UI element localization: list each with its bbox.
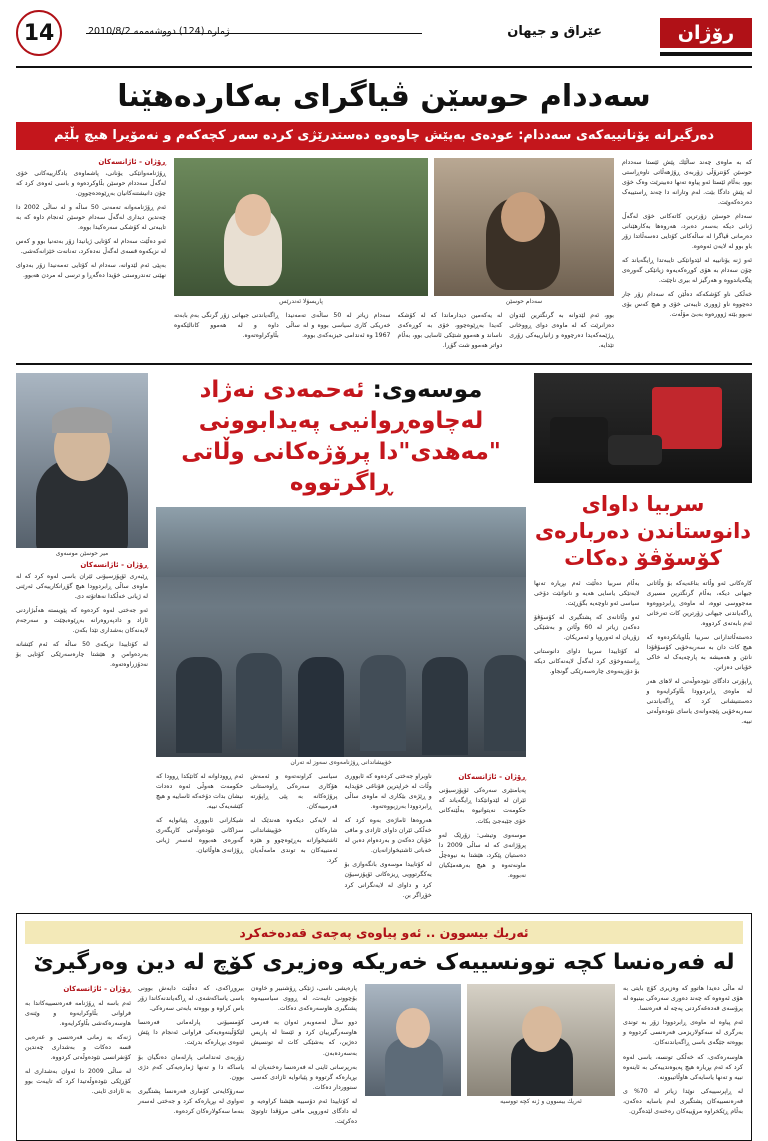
mousavi-headline [156,375,526,499]
story-c-right-column [623,984,743,1131]
story-c-col-3: بیروڕاکه‌ی، که‌ ده‌ڵێت دابه‌ش بوونی باسی یاساکه‌شه‌ی، له‌ ڕاگه‌یاندنه‌کاندا زۆر باس کراوه‌ و بووه‌ته‌ بابه‌تی سه‌ره‌کی. کۆمسیۆنی پارله‌مانی فه‌ره‌نسا لێکۆڵینه‌وه‌یه‌کی فراوانی ئه‌نجام دا پێش ئه‌وه‌ی بڕیاره‌که‌ بدرێت. زۆربه‌ی ئه‌ندامانی پارله‌مان ده‌نگیان بۆ یاساکه‌ دا و ته‌نها ژماره‌یه‌کی که‌م دژی بوون. سه‌رۆکایه‌تی کۆماری فه‌ره‌نسا پشتگیری ته‌واوی له‌ بڕیاره‌که‌ کرد و جه‌ختی له‌سه‌ر بنه‌ما سه‌کولاره‌کان کرده‌وه‌. [138,985,244,1115]
serbia-col-2: به‌ڵام سربیا ده‌ڵێت ئه‌م بڕیاره‌ ته‌نها لایه‌نێکی یاسایی هه‌یه‌ و ناتوانێت دۆخی سیاسی ئه‌و ناوچه‌یه‌ بگۆڕێت. ئه‌و وڵاتانه‌ی که‌ پشتگیری له‌ کۆسۆڤۆ ده‌که‌ن زیاتر له‌ 60 وڵاتن و به‌شێکی زۆریان له‌ ئه‌وروپا و ئه‌مریکان. له‌ کۆتاییدا سربیا داوای دانوستانی ڕاسته‌وخۆی کرد له‌گه‌ڵ لایه‌نه‌کانی دیکه‌ بۆ دۆزینه‌وه‌ی چاره‌سه‌رێکی گونجاو. [534,579,640,676]
serbia-columns [534,579,752,732]
story-b [16,373,752,905]
story-c-headline: له‌ فه‌ره‌نسا کچه‌ توونسییه‌ک خه‌ریکه‌ وه‌زیری کۆچ له‌ دین وه‌رگیرێ [33,949,735,975]
logo-underline [660,52,752,56]
story-c-col-4: ڕۆژان - ئاژانسه‌کان ئه‌م باسه‌ له‌ ڕۆژنامه‌ فه‌ره‌نسییه‌کاندا به‌ فراوانی بڵاوکرایه‌وه‌ و وێنه‌ی هاوسه‌ره‌که‌شی بڵاوکرایه‌وه‌. ژنه‌که‌ به‌ زمانی فه‌ره‌نسی و عه‌ره‌بی قسه‌ ده‌کات و به‌شداری چه‌ندین کۆنفرانسی نێوده‌وڵه‌تی کردووه‌. له‌ ساڵی 2009 دا ئه‌وان به‌شداری له‌ کۆڕێکی نێوده‌وڵه‌تیدا کرد که‌ تایبه‌ت بوو به‌ ئازادی ئاینی. [25,985,131,1095]
story-a-photo-block [174,158,614,355]
photo-tehran-rally [156,507,526,757]
caption-rally: خۆپیشاندانی ڕۆژنامه‌وه‌ی سه‌وز له‌ ته‌ران [290,759,392,767]
page-number: 14 [16,10,62,56]
story-c-col-1: له‌ ماڵی ده‌یدا هاتوو که‌ وه‌زیری کۆچ بایتی به‌ هۆی ئه‌وه‌وه‌ که‌ چه‌ند ده‌وری سه‌ره‌کی بینیوه‌ له‌ پرۆسه‌ی قه‌ده‌غه‌کردنی په‌چه‌ له‌ فه‌ره‌نسا. ئه‌م پیاوه‌ له‌ ماوه‌ی ڕابردوودا زۆر به‌ توندی به‌رگری له‌ سه‌کولاریزمی فه‌ره‌نسی کردووه‌ و بووه‌ته‌ جێگه‌ی باسی ڕاگه‌یاندنه‌کان. هاوسه‌ره‌که‌ی، که‌ خه‌ڵکی تونسه‌، باسی له‌وه‌ کرد که‌ ئه‌م بڕیاره‌ هیچ په‌یوه‌ندییه‌کی به‌ ئاینه‌وه‌ نییه‌ و ته‌نها یاسایه‌کی هاوڵاتیبوونه‌. له‌ ڕاپرسییه‌کی نوێدا زیاتر له‌ 70% ی فه‌ره‌نسییه‌کان پشتگیری له‌م یاسایه‌ ده‌که‌ن، به‌ڵام ڕێکخراوه‌ مرۆییه‌کان ره‌خنه‌ی لێده‌گرن. [623,985,743,1115]
mousavi-col-2: ناوبراو جه‌ختی کرده‌وه‌ که‌ ئابووری وڵات له‌ خراپترین قۆناغی خۆیدایه‌ و ڕێژه‌ی بێکاری له‌ ماوه‌ی ساڵی ڕابردوودا به‌رزبووه‌ته‌وه‌. هه‌روه‌ها ئاماژه‌ی به‌وه‌ کرد که‌ خه‌ڵکی ئێران داوای ئازادی و مافی خۆیان ده‌که‌ن و به‌رده‌وام ده‌بن له‌ خه‌باتی ئاشتیخوازانه‌یان. له‌ کۆتاییدا موسه‌وی بانگه‌وازی بۆ یه‌کگرتوویی ڕیزه‌کانی ئۆپۆزسیۆن کرد و داوای له‌ لایه‌نگرانی کرد خۆڕاگر بن. [344,773,432,899]
photo-saddam [434,158,614,296]
story-a-side-text: ڕۆژنامه‌وانێکی یۆنانی، پاشماوه‌ی یادگارییه‌کانی خۆی له‌گه‌ڵ سه‌ددام حوسێن بڵاوکرده‌وه‌ و باسی ئه‌وه‌ی کرد که‌ چۆن دانیشتنه‌کانیان به‌ڕێوه‌ده‌چوون. ئه‌م ڕۆژنامه‌وانه‌ ته‌مه‌نی 50 ساڵه‌ و له‌ ساڵی 2002 دا چه‌ندین دیداری له‌گه‌ڵ سه‌دام حوسێن ئه‌نجام داوه‌ که‌ به‌ تایبه‌تی له‌ کۆشکی سه‌ره‌کیدا بووه‌. ئه‌و ده‌ڵێت سه‌دام له‌ کۆتایی ژیانیدا زۆر به‌ته‌نیا بوو و که‌س له‌ نزیکه‌وه‌ قسه‌ی له‌گه‌ڵ نه‌ده‌کرد، ته‌نانه‌ت خێزانه‌که‌شی. به‌پێی ئه‌م لێدوانه‌، سه‌دام له‌ کۆتایی ته‌مه‌نیدا زۆر به‌دوای نهێنی ته‌ندروستی خۆیدا ده‌گه‌ڕا و ترسی له‌ مردن هه‌بوو. [16,169,166,280]
photo-tunisian-woman [365,984,461,1096]
caption-mousavi-portrait: میر حوسێن موسه‌وی [55,549,109,557]
story-c-col-2: پاره‌یشی ناسی، ژنێکی ڕۆشنبیر و خاوه‌ن بۆچوونی تایبه‌ت، له‌ ڕووی سیاسییه‌وه‌ پشتگیری هاوسه‌ره‌که‌ی ده‌کات. دوو ساڵ له‌مه‌وبه‌ر ئه‌وان به‌ فه‌رمی هاوسه‌رگیرییان کرد و ئێستا له‌ پاریس ده‌ژین، که‌ به‌شێکی کات له‌ تونسیش به‌سه‌رده‌به‌ن. به‌رپرسانی ئاینی له‌ فه‌ره‌نسا ره‌خنه‌یان له‌ بڕیاره‌که‌ گرتووه‌ و پێیانوایه‌ ئازادی که‌سی سنووردار ده‌کات. له‌ کۆتاییدا ئه‌م دۆسییه‌ هێشتا کراوه‌یه‌ و له‌ دادگای ئه‌وروپی مافی مرۆڤدا تاوتوێ ده‌کرێت. [251,985,357,1125]
photo-mousavi-portrait [16,373,148,548]
story-a-col-4: ڕاگه‌یاندنی جیهانی زۆر گرنگی به‌م بابه‌ته‌ داوه‌ و له‌ هه‌موو کانالێکه‌وه‌ بڵاوکراوه‌ته‌وه‌. [174,311,279,339]
lead-headline: سه‌ددام حوسێن ڤیاگرای به‌کارده‌هێنا [117,79,651,114]
story-a-col-1: بوو، ئه‌م لێدوانه‌ به‌ گرنگترین لێدوان ده‌زانرێت که‌ له‌ ماوه‌ی دوای ڕووخانی ڕژێمه‌که‌یدا ده‌رچووه‌ و زانیارییه‌کی زۆری تێدایه‌. [509,311,614,349]
serbia-col-1: کاره‌کانی ئه‌و وڵاته‌ بناغه‌یه‌که‌ بۆ وڵاتانی جیهانی دیکه‌، به‌ڵام گرنگترین مسیری مه‌جووسی تووه‌، له‌ ماوه‌ی ڕابردووه‌وه‌ ڕاگه‌یاندنی جیهانی زۆرترین کات ته‌رخانی ئه‌م بابه‌ته‌ی کردووه‌. ده‌سته‌ڵاتدارانی سربیا بڵاویانکرده‌وه‌ که‌ هیچ کات دان به‌ سه‌ربه‌خۆیی کۆسۆڤۆدا نانێن و هه‌میشه‌ به‌ پارچه‌یه‌ک له‌ خاکی خۆیانی ده‌زانن. ڕاپۆرتی دادگای نێوده‌وڵه‌تی له‌ لاهای هه‌ر له‌ ماوه‌ی ڕابردوودا بڵاوکرایه‌وه‌ و ده‌ستنیشانی کرد که‌ ڕاگه‌یاندنی سه‌ربه‌خۆیی پێچه‌وانه‌ی یاسای نێوده‌وڵه‌تی نییه‌. [646,579,752,726]
story-c-byline: ڕۆژان - ئاژانسه‌کان [63,985,131,994]
story-a-side-column [16,158,166,355]
mousavi-columns [156,772,526,905]
mousavi-byline: ڕۆژان - ئاژانسه‌کان [458,773,526,782]
photo-serbia-protest [534,373,752,483]
divider-a-b [16,363,752,365]
photo-greek-journalist [174,158,428,296]
story-a-col-2: له‌ یه‌که‌مین دیدارماندا که‌ له‌ کۆشکه‌ که‌یدا به‌ڕێوه‌چوو، خۆی به‌ کوڕه‌که‌ی ناساند و هه‌موو شتێکی ئاسایی بوو، به‌ڵام دواتر هه‌موو شت گۆڕا. [397,311,503,349]
serbia-headline: سربیا داوای دانوستاندن ده‌رباره‌ی کۆسۆڤۆ ده‌کات [534,491,752,571]
mousavi-col-1: ڕۆژان - ئاژانسه‌کان په‌یامنێری سه‌ره‌کی ئۆپۆزسیۆنی ئێران له‌ لێدوانێکدا ڕایگه‌یاند که‌ حکومه‌ت نه‌یتوانیوه‌ به‌ڵێنه‌کانی خۆی جێبه‌جێ بکات. موسه‌وی وتیشی: زۆرێک له‌و پرۆژانه‌ی که‌ له‌ ساڵی 2009 دا ده‌ستیان پێکرد، هێشتا به‌ نیوه‌چڵ ماونه‌ته‌وه‌ و هیچ به‌رهه‌مێکیان نه‌بووه‌. [438,773,526,879]
story-mousavi [156,373,526,905]
section-name: عێراق و جیهان [507,24,602,39]
mousavi-col-3: سیاسی کراونه‌ته‌وه‌ و ئه‌مه‌ش هۆکاری سه‌ره‌کی ڕاوه‌ستانی پرۆژه‌کانه‌ به‌ پێی ڕاپۆرته‌ فه‌رمییه‌کان. له‌ لایه‌کی دیکه‌وه‌ هه‌ندێک له‌ شاره‌کان خۆپیشاندانی ئاشتیخوازانه‌ به‌ڕێوه‌چوو و هێزه‌ ئه‌منییه‌کان به‌ توندی مامه‌ڵه‌یان کرد. [250,773,338,865]
portrait-text: ڕێبه‌ری ئۆپۆزسیۆنی ئێران باسی له‌وه‌ کرد که‌ له‌ ماوه‌ی ساڵی ڕابردوودا هیچ گۆڕانکارییه‌کی ئه‌رێنی له‌ ژیانی خه‌ڵکدا نه‌هاتۆته‌ دی. ئه‌و جه‌ختی له‌وه‌ کرده‌وه‌ که‌ پێویسته‌ هه‌ڵبژاردنی ئازاد و دادپه‌روه‌رانه‌ به‌ڕێوه‌بچێت و سه‌رجه‌م لایه‌نه‌کان به‌شداری تێدا بکه‌ن. له‌ کۆتاییدا نزیکه‌ی 50 ساڵه‌ که‌ ئه‌م کێشانه‌ به‌رده‌وامن و هێشتا چاره‌سه‌رێکی کۆتایی بۆ نه‌دۆزراوه‌ته‌وه‌. [16,572,148,669]
story-a-col-3: سه‌دام زیاتر له‌ 50 ساڵه‌ی ته‌مه‌نیدا خه‌ریکی کاری سیاسی بووه‌ و له‌ ساڵی 1967 وه‌ ئه‌ندامی حیزبه‌که‌ی بووه‌. [285,311,391,339]
mousavi-headline-rest: ئه‌حمه‌دی نه‌ژاد له‌چاوه‌ڕوانیی په‌یدابوونی "مه‌هدی"دا پرۆژه‌کانی وڵاتی ڕاگرتووه‌ [181,376,501,497]
issue-info: ژماره‌ (124) دووشه‌ممه‌ 2010/8/2 [88,26,230,37]
story-b-portrait-column [16,373,148,905]
story-a-byline: ڕۆژان - ئاژانسه‌کان [98,157,166,166]
mousavi-name: موسه‌وی: [372,376,483,403]
mousavi-col-4: ئه‌م ڕووداوانه‌ له‌ کاتێکدا ڕوودا که‌ حکومه‌ت هه‌وڵی ئه‌وه‌ ده‌دات نیشان بدات دۆخه‌که‌ ئاساییه‌ و هیچ کێشه‌یه‌ک نییه‌. شیکارانی ئابووری پێیانوایه‌ که‌ سزاکانی نێوده‌وڵه‌تی کاریگه‌ری گه‌وره‌ی هه‌بووه‌ له‌سه‌ر ژیانی ڕۆژانه‌ی هاوڵاتیان. [156,773,244,855]
masthead [16,14,752,68]
story-c-kicker: ئه‌ریك بیسوون .. ئه‌و پیاوه‌ی په‌چه‌ی قه‌ده‌خه‌کرد [25,921,743,944]
caption-photo-saddam: سه‌دام حوسێن [505,297,543,305]
story-a-right-column [622,158,752,355]
story-a-bottom-columns [174,311,614,355]
story-c-main-columns [25,984,357,1131]
story-a-right-text: که‌ به‌ ماوه‌ی چه‌ند ساڵێك پێش ئێستا سه‌ددام حوسێن کۆنترۆڵی زۆربه‌ی ڕۆژهه‌ڵاتی ناوه‌ڕاستی بوو، به‌ڵام ئێستا ئه‌و پیاوه‌ ته‌نها ده‌بینرێت وه‌ک خۆی له‌ پێش دادگا بێت. له‌م وتارانه‌ دا چه‌ند ڕاستییه‌ک ده‌رده‌که‌وێت. سه‌دام حوسێن زۆرترین کاته‌کانی خۆی له‌گه‌ڵ ژنانی دیکه‌ به‌سه‌ر ده‌برد، هه‌روه‌ها به‌کارهێنانی ده‌رمانی ڤیاگرا له‌ ساڵه‌کانی کۆتایی ده‌سه‌ڵاتدا زۆر باو بوو له‌ لایه‌ن ئه‌وه‌وه‌. ئه‌و ژنه‌ یۆنانییه‌ له‌ لێدوانێکی تایبه‌تدا ڕایگه‌یاند که‌ چۆن سه‌دام به‌ هۆی کوڕه‌که‌یه‌وه‌ زیانێکی گه‌وره‌ی پێگه‌یاندووه‌ و هه‌رگیز له‌ بیری ناچێت. خه‌ڵکی ناو کۆشکه‌که‌ ده‌ڵێن که‌ سه‌دام زۆر جار ده‌چووه‌ ناو ژووری تایبه‌تی خۆی و هیچ که‌س بۆی نه‌بوو بێته‌ ژووره‌وه‌ به‌بێ مۆڵه‌ت. [622,158,752,319]
photo-eric-besson [467,984,615,1096]
story-c-photos [365,984,615,1131]
caption-photo-journalist: پاریسۆلا ئه‌ندرێس [279,297,323,305]
portrait-byline: ڕۆژان - ئاژانسه‌کان [80,560,148,569]
caption-story-c: ئه‌ریك بیسوون و ژنه‌ کچه‌ تووسیه‌ [500,1098,582,1106]
newspaper-logo: رۆژان [660,18,752,48]
story-a [16,158,752,355]
lead-subheadline: ده‌رگیرانه‌ یۆنانییه‌که‌ی سه‌ددام: عوده‌ی به‌پێش چاوه‌وه‌ ده‌ستدرێژی کرده‌ سه‌ر کچه‌که‌م و نه‌مۆیرا هیچ بڵێم [16,122,752,150]
story-c [16,913,752,1141]
story-serbia [534,373,752,905]
